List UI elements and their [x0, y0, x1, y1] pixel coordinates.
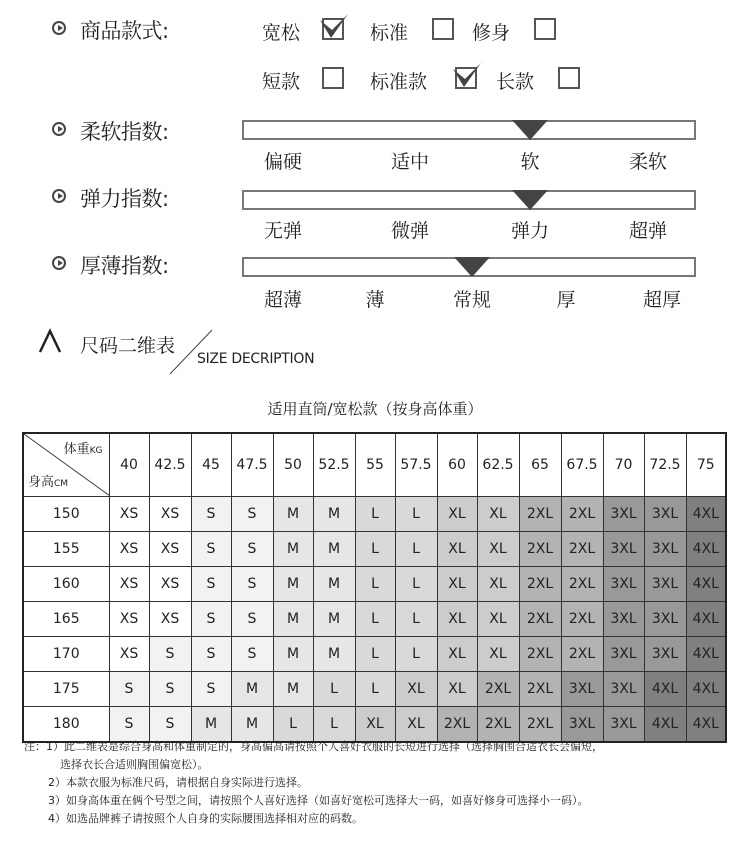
corner-height — [28, 471, 68, 490]
header-row — [23, 433, 726, 497]
table-row — [23, 497, 726, 532]
size-cell: 4XL — [686, 567, 726, 602]
size-cell: XS — [149, 532, 191, 567]
size-cell: 3XL — [603, 672, 644, 707]
softness-label: 适中 — [390, 151, 430, 173]
size-cell: 3XL — [644, 567, 686, 602]
elasticity-label: 微弹 — [390, 220, 430, 242]
size-cell: 2XL — [477, 707, 519, 743]
height-cell: 150 — [23, 497, 109, 532]
size-cell: 3XL — [561, 672, 603, 707]
size-cell: S — [109, 672, 149, 707]
thickness-label: 常规 — [452, 289, 492, 311]
elasticity-bar — [242, 190, 696, 210]
elasticity-marker-icon — [512, 190, 548, 210]
size-cell: M — [273, 672, 313, 707]
size-cell: L — [355, 602, 395, 637]
size-cell: XS — [109, 637, 149, 672]
size-cell: 2XL — [561, 602, 603, 637]
size-cell: 3XL — [603, 707, 644, 743]
size-cell: M — [273, 637, 313, 672]
size-cell: M — [231, 672, 273, 707]
weight-header: 47.5 — [231, 433, 273, 497]
size-cell: XL — [355, 707, 395, 743]
size-cell: XL — [437, 672, 477, 707]
size-cell: L — [313, 672, 355, 707]
corner-height-unit: CM — [54, 479, 69, 489]
softness-label: 偏硬 — [263, 151, 303, 173]
height-cell: 160 — [23, 567, 109, 602]
style-option-label: 宽松 — [262, 22, 301, 44]
table-row — [23, 707, 726, 743]
size-cell: XL — [395, 672, 437, 707]
weight-header: 67.5 — [561, 433, 603, 497]
height-cell: 165 — [23, 602, 109, 637]
size-cell: S — [149, 672, 191, 707]
size-cell: S — [191, 602, 231, 637]
size-cell: 3XL — [644, 497, 686, 532]
size-cell: 2XL — [519, 567, 561, 602]
weight-header: 65 — [519, 433, 561, 497]
size-cell: XL — [395, 707, 437, 743]
weight-header: 60 — [437, 433, 477, 497]
height-cell: 180 — [23, 707, 109, 743]
size-cell: S — [109, 707, 149, 743]
notes — [24, 738, 730, 828]
weight-header: 52.5 — [313, 433, 355, 497]
style-option-label: 修身 — [472, 22, 511, 44]
size-cell: L — [395, 637, 437, 672]
corner-weight — [64, 438, 103, 457]
size-cell: M — [313, 602, 355, 637]
style-title: 商品款式: — [80, 19, 169, 43]
size-cell: L — [355, 497, 395, 532]
size-cell: S — [231, 602, 273, 637]
size-cell: M — [313, 532, 355, 567]
size-cell: S — [149, 637, 191, 672]
size-cell: 2XL — [519, 637, 561, 672]
size-cell: XS — [109, 567, 149, 602]
table-row — [23, 672, 726, 707]
size-cell: S — [149, 707, 191, 743]
softness-bar — [242, 120, 696, 140]
table-row — [23, 637, 726, 672]
size-cell: M — [273, 532, 313, 567]
size-cell: 4XL — [644, 672, 686, 707]
style-option-label: 标准款 — [370, 71, 428, 93]
size-cell: XL — [437, 497, 477, 532]
size-cell: XL — [437, 532, 477, 567]
corner-weight-unit: KG — [89, 446, 103, 456]
size-cell: 4XL — [686, 672, 726, 707]
size-cell: XS — [149, 602, 191, 637]
weight-header: 45 — [191, 433, 231, 497]
height-cell: 175 — [23, 672, 109, 707]
size-cell: S — [191, 497, 231, 532]
style-option-label: 标准 — [370, 22, 409, 44]
size-cell: L — [355, 672, 395, 707]
size-cell: XL — [477, 497, 519, 532]
checkbox[interactable] — [322, 67, 344, 89]
checkbox[interactable] — [534, 18, 556, 40]
weight-header: 42.5 — [149, 433, 191, 497]
table-title: 适用直筒/宽松款（按身高体重） — [267, 400, 483, 418]
table-row — [23, 567, 726, 602]
size-cell: L — [355, 637, 395, 672]
size-cell: S — [191, 567, 231, 602]
size-cell: S — [191, 532, 231, 567]
thickness-marker-icon — [454, 257, 490, 277]
weight-header: 55 — [355, 433, 395, 497]
size-cell: S — [231, 532, 273, 567]
size-cell: 3XL — [644, 637, 686, 672]
elasticity-title: 弹力指数: — [80, 187, 169, 211]
size-cell: M — [273, 567, 313, 602]
thickness-label: 厚 — [556, 289, 576, 311]
size-cell: 2XL — [437, 707, 477, 743]
bullet-icon — [52, 21, 66, 35]
table-row — [23, 602, 726, 637]
weight-header: 75 — [686, 433, 726, 497]
size-cell: S — [191, 637, 231, 672]
checkmark-icon — [318, 12, 348, 40]
size-cell: L — [313, 707, 355, 743]
size-cell: S — [231, 637, 273, 672]
height-cell: 155 — [23, 532, 109, 567]
size-cell: XS — [109, 497, 149, 532]
checkbox[interactable] — [432, 18, 454, 40]
style-option-label: 长款 — [496, 71, 535, 93]
thickness-label: 超薄 — [263, 289, 303, 311]
softness-label: 柔软 — [628, 151, 668, 173]
size-cell: XL — [477, 532, 519, 567]
elasticity-label: 无弹 — [263, 220, 303, 242]
size-cell: M — [313, 567, 355, 602]
size-cell: 2XL — [561, 567, 603, 602]
table-row — [23, 532, 726, 567]
size-cell: S — [231, 567, 273, 602]
size-cell: L — [395, 602, 437, 637]
size-cell: XS — [109, 602, 149, 637]
weight-header: 62.5 — [477, 433, 519, 497]
size-cell: L — [395, 567, 437, 602]
size-chart-subtitle: SIZE DECRIPTION — [197, 351, 315, 367]
size-cell: XS — [109, 532, 149, 567]
size-cell: 2XL — [477, 672, 519, 707]
elasticity-label: 弹力 — [510, 220, 550, 242]
thickness-label: 薄 — [365, 289, 385, 311]
size-cell: 3XL — [561, 707, 603, 743]
size-cell: 4XL — [686, 602, 726, 637]
thickness-label: 超厚 — [642, 289, 682, 311]
weight-header: 72.5 — [644, 433, 686, 497]
size-cell: 4XL — [686, 497, 726, 532]
bullet-icon — [52, 256, 66, 270]
weight-header: 50 — [273, 433, 313, 497]
size-cell: M — [231, 707, 273, 743]
softness-marker-icon — [512, 120, 548, 140]
size-cell: S — [191, 672, 231, 707]
size-cell: L — [395, 532, 437, 567]
size-cell: XS — [149, 497, 191, 532]
size-cell: 2XL — [519, 707, 561, 743]
style-option-label: 短款 — [262, 71, 301, 93]
size-cell: XL — [437, 602, 477, 637]
weight-header: 40 — [109, 433, 149, 497]
size-cell: 2XL — [519, 497, 561, 532]
size-cell: S — [231, 497, 273, 532]
size-cell: 3XL — [603, 637, 644, 672]
size-cell: XL — [437, 637, 477, 672]
corner-cell — [23, 433, 109, 497]
weight-header: 70 — [603, 433, 644, 497]
bullet-icon — [52, 189, 66, 203]
softness-title: 柔软指数: — [80, 120, 169, 144]
size-cell: 3XL — [603, 532, 644, 567]
size-cell: 4XL — [686, 532, 726, 567]
size-cell: L — [273, 707, 313, 743]
corner-weight-text: 体重 — [63, 442, 90, 457]
size-cell: XL — [437, 567, 477, 602]
size-cell: L — [395, 497, 437, 532]
size-cell: 2XL — [561, 497, 603, 532]
size-cell: 4XL — [644, 707, 686, 743]
elasticity-label: 超弹 — [628, 220, 668, 242]
size-cell: M — [273, 602, 313, 637]
size-cell: M — [273, 497, 313, 532]
corner-height-text: 身高 — [28, 475, 55, 490]
checkmark-icon — [451, 61, 481, 89]
size-cell: XL — [477, 637, 519, 672]
size-cell: XL — [477, 567, 519, 602]
height-cell: 170 — [23, 637, 109, 672]
size-cell: 4XL — [686, 707, 726, 743]
size-cell: 3XL — [603, 497, 644, 532]
size-chart-title: 尺码二维表 — [80, 335, 176, 357]
size-cell: L — [355, 532, 395, 567]
size-cell: M — [313, 637, 355, 672]
size-cell: M — [313, 497, 355, 532]
checkbox[interactable] — [558, 67, 580, 89]
note-line: 注：1）此二维表是综合身高和体重制定的，身高偏高请按照个人喜好衣服的长短进行选择（选择胸围合适衣长会偏短， — [24, 740, 603, 753]
size-cell: 2XL — [519, 672, 561, 707]
size-cell: M — [191, 707, 231, 743]
bullet-icon — [52, 122, 66, 136]
size-cell: 2XL — [519, 602, 561, 637]
size-cell: 3XL — [603, 567, 644, 602]
size-cell: 3XL — [603, 602, 644, 637]
size-cell: XS — [149, 567, 191, 602]
size-cell: L — [355, 567, 395, 602]
note-line: 4）如选品牌裤子请按照个人自身的实际腰围选择相对应的码数。 — [48, 812, 363, 825]
note-line: 2）本款衣服为标准尺码，请根据自身实际进行选择。 — [48, 776, 308, 789]
size-cell: 2XL — [561, 532, 603, 567]
note-line: 3）如身高体重在俩个号型之间，请按照个人喜好选择（如喜好宽松可选择大一码，如喜好修身可选择小一码）。 — [48, 794, 589, 807]
size-cell: 4XL — [686, 637, 726, 672]
softness-label: 软 — [520, 151, 540, 173]
thickness-title: 厚薄指数: — [80, 254, 169, 278]
note-line: 选择衣长合适则胸围偏宽松）。 — [60, 758, 209, 771]
size-table — [22, 432, 727, 743]
size-cell: 2XL — [561, 637, 603, 672]
size-cell: 2XL — [519, 532, 561, 567]
weight-header: 57.5 — [395, 433, 437, 497]
size-cell: XL — [477, 602, 519, 637]
size-cell: 3XL — [644, 532, 686, 567]
size-cell: 3XL — [644, 602, 686, 637]
